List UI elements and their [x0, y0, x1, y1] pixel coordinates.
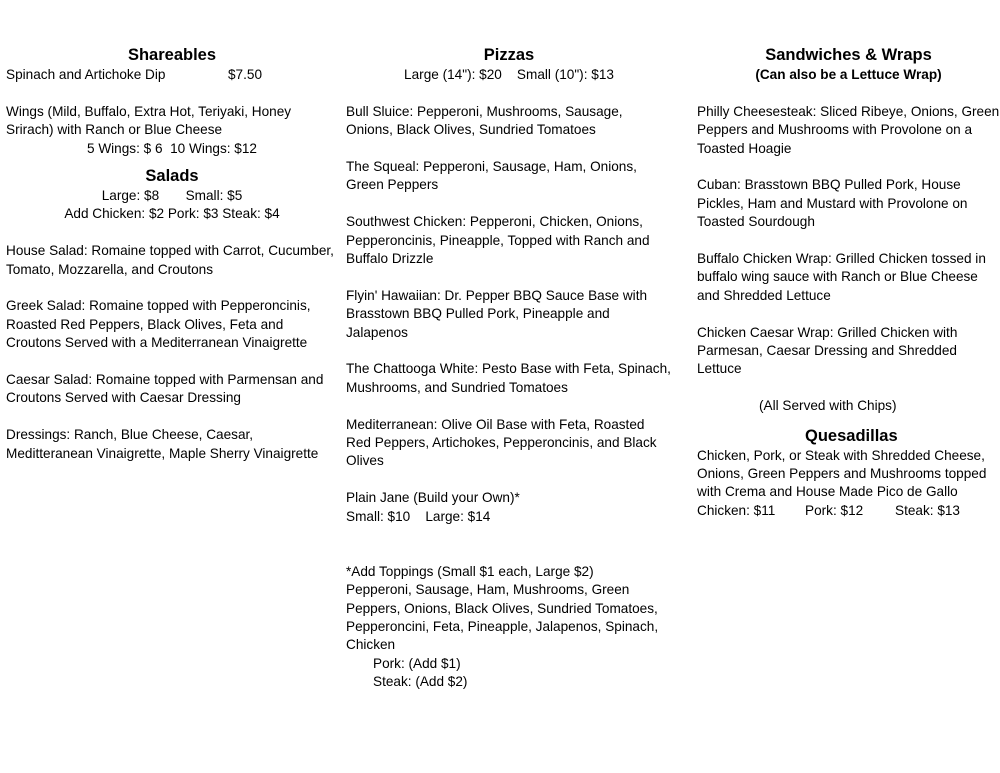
pizza-sizes: Large (14"): $20 Small (10"): $13 — [404, 67, 614, 82]
wings-description: Wings (Mild, Buffalo, Extra Hot, Teriyaki, Honey Srirach) with Ranch or Blue Cheese — [6, 103, 292, 138]
sandwiches-subtitle: (Can also be a Lettuce Wrap) — [755, 67, 942, 82]
salad-add-ons: Add Chicken: $2 Pork: $3 Steak: $4 — [64, 206, 280, 222]
left-column — [6, 45, 338, 463]
toppings-header: *Add Toppings (Small $1 each, Large $2) — [346, 563, 594, 579]
dip-name: Spinach and Artichoke Dip — [6, 67, 166, 82]
middle-column — [346, 45, 672, 692]
shareables-title: Shareables — [127, 46, 217, 64]
salad-item-house: House Salad: Romaine topped with Carrot, Cucumber, Tomato, Mozzarella, and Croutons — [6, 243, 334, 277]
quesadilla-steak-price: Steak: $13 — [895, 502, 960, 518]
pizza-item-squeal: The Squeal: Pepperoni, Sausage, Ham, Onions, Green Peppers — [346, 159, 637, 193]
pizza-item-flyin-hawaiian: Flyin' Hawaiian: Dr. Pepper BBQ Sauce Base with Brasstown BBQ Pulled Pork, Pineapple and Jalapenos — [346, 287, 648, 340]
sandwiches-note: (All Served with Chips) — [759, 398, 897, 414]
toppings-list: Pepperoni, Sausage, Ham, Mushrooms, Green Peppers, Onions, Black Olives, Sundried Tomatoes, Pepperoncini, Feta, Pineapple, Jalapenos, Spinach, Chicken — [346, 582, 659, 653]
pizza-plain-jane-prices: Small: $10 Large: $14 — [346, 508, 491, 524]
quesadilla-chicken-price: Chicken: $11 — [697, 502, 776, 518]
sandwiches-title: Sandwiches & Wraps — [765, 46, 932, 64]
pizza-item-bull-sluice: Bull Sluice: Pepperoni, Mushrooms, Sausage, Onions, Black Olives, Sundried Tomatoes — [346, 103, 623, 138]
quesadillas-description: Chicken, Pork, or Steak with Shredded Cheese, Onions, Green Peppers and Mushrooms topped with Crema and House Made Pico de Gallo — [697, 447, 987, 500]
pizzas-title: Pizzas — [483, 46, 535, 64]
salad-dressings: Dressings: Ranch, Blue Cheese, Caesar, Meditteranean Vinaigrette, Maple Sherry Vinaigrette — [6, 427, 319, 461]
salad-item-greek: Greek Salad: Romaine topped with Pepperoncinis, Roasted Red Peppers, Black Olives, Feta and Croutons Served with a Mediterranean Vinaigrette — [6, 298, 311, 351]
quesadillas-title: Quesadillas — [805, 426, 898, 445]
salad-item-caesar: Caesar Salad: Romaine topped with Parmensan and Croutons Served with Caesar Dressing — [6, 372, 324, 406]
sandwich-item-caesar-wrap: Chicken Caesar Wrap: Grilled Chicken with Parmesan, Caesar Dressing and Shredded Lettuce — [697, 324, 958, 377]
dip-row — [6, 66, 338, 84]
pizza-plain-jane: Plain Jane (Build your Own)* — [346, 490, 520, 506]
quesadilla-pork-price: Pork: $12 — [805, 502, 864, 518]
salad-sizes: Large: $8 Small: $5 — [101, 188, 243, 204]
pizza-item-southwest-chicken: Southwest Chicken: Pepperoni, Chicken, Onions, Pepperoncinis, Pineapple, Topped with Ranch and Buffalo Drizzle — [346, 214, 650, 267]
topping-pork: Pork: (Add $1) — [373, 655, 461, 671]
right-column — [697, 45, 1000, 520]
quesadillas-prices — [697, 502, 1000, 520]
wings-prices: 5 Wings: $ 6 10 Wings: $12 — [86, 140, 257, 156]
pizza-item-chattooga-white: The Chattooga White: Pesto Base with Feta, Spinach, Mushrooms, and Sundried Tomatoes — [346, 361, 671, 395]
sandwich-item-philly: Philly Cheesesteak: Sliced Ribeye, Onions, Green Peppers and Mushrooms with Provolone on a Toasted Hoagie — [697, 103, 1000, 156]
salads-title: Salads — [145, 167, 199, 186]
pizza-item-mediterranean: Mediterranean: Olive Oil Base with Feta, Roasted Red Peppers, Artichokes, Pepperoncinis, and Black Olives — [346, 416, 657, 469]
sandwich-item-cuban: Cuban: Brasstown BBQ Pulled Pork, House Pickles, Ham and Mustard with Provolone on Toasted Sourdough — [697, 177, 968, 230]
sandwich-item-buffalo-wrap: Buffalo Chicken Wrap: Grilled Chicken tossed in buffalo wing sauce with Ranch or Blue Cheese and Shredded Lettuce — [697, 251, 986, 303]
topping-steak: Steak: (Add $2) — [373, 674, 468, 690]
dip-price: $7.50 — [228, 67, 263, 82]
